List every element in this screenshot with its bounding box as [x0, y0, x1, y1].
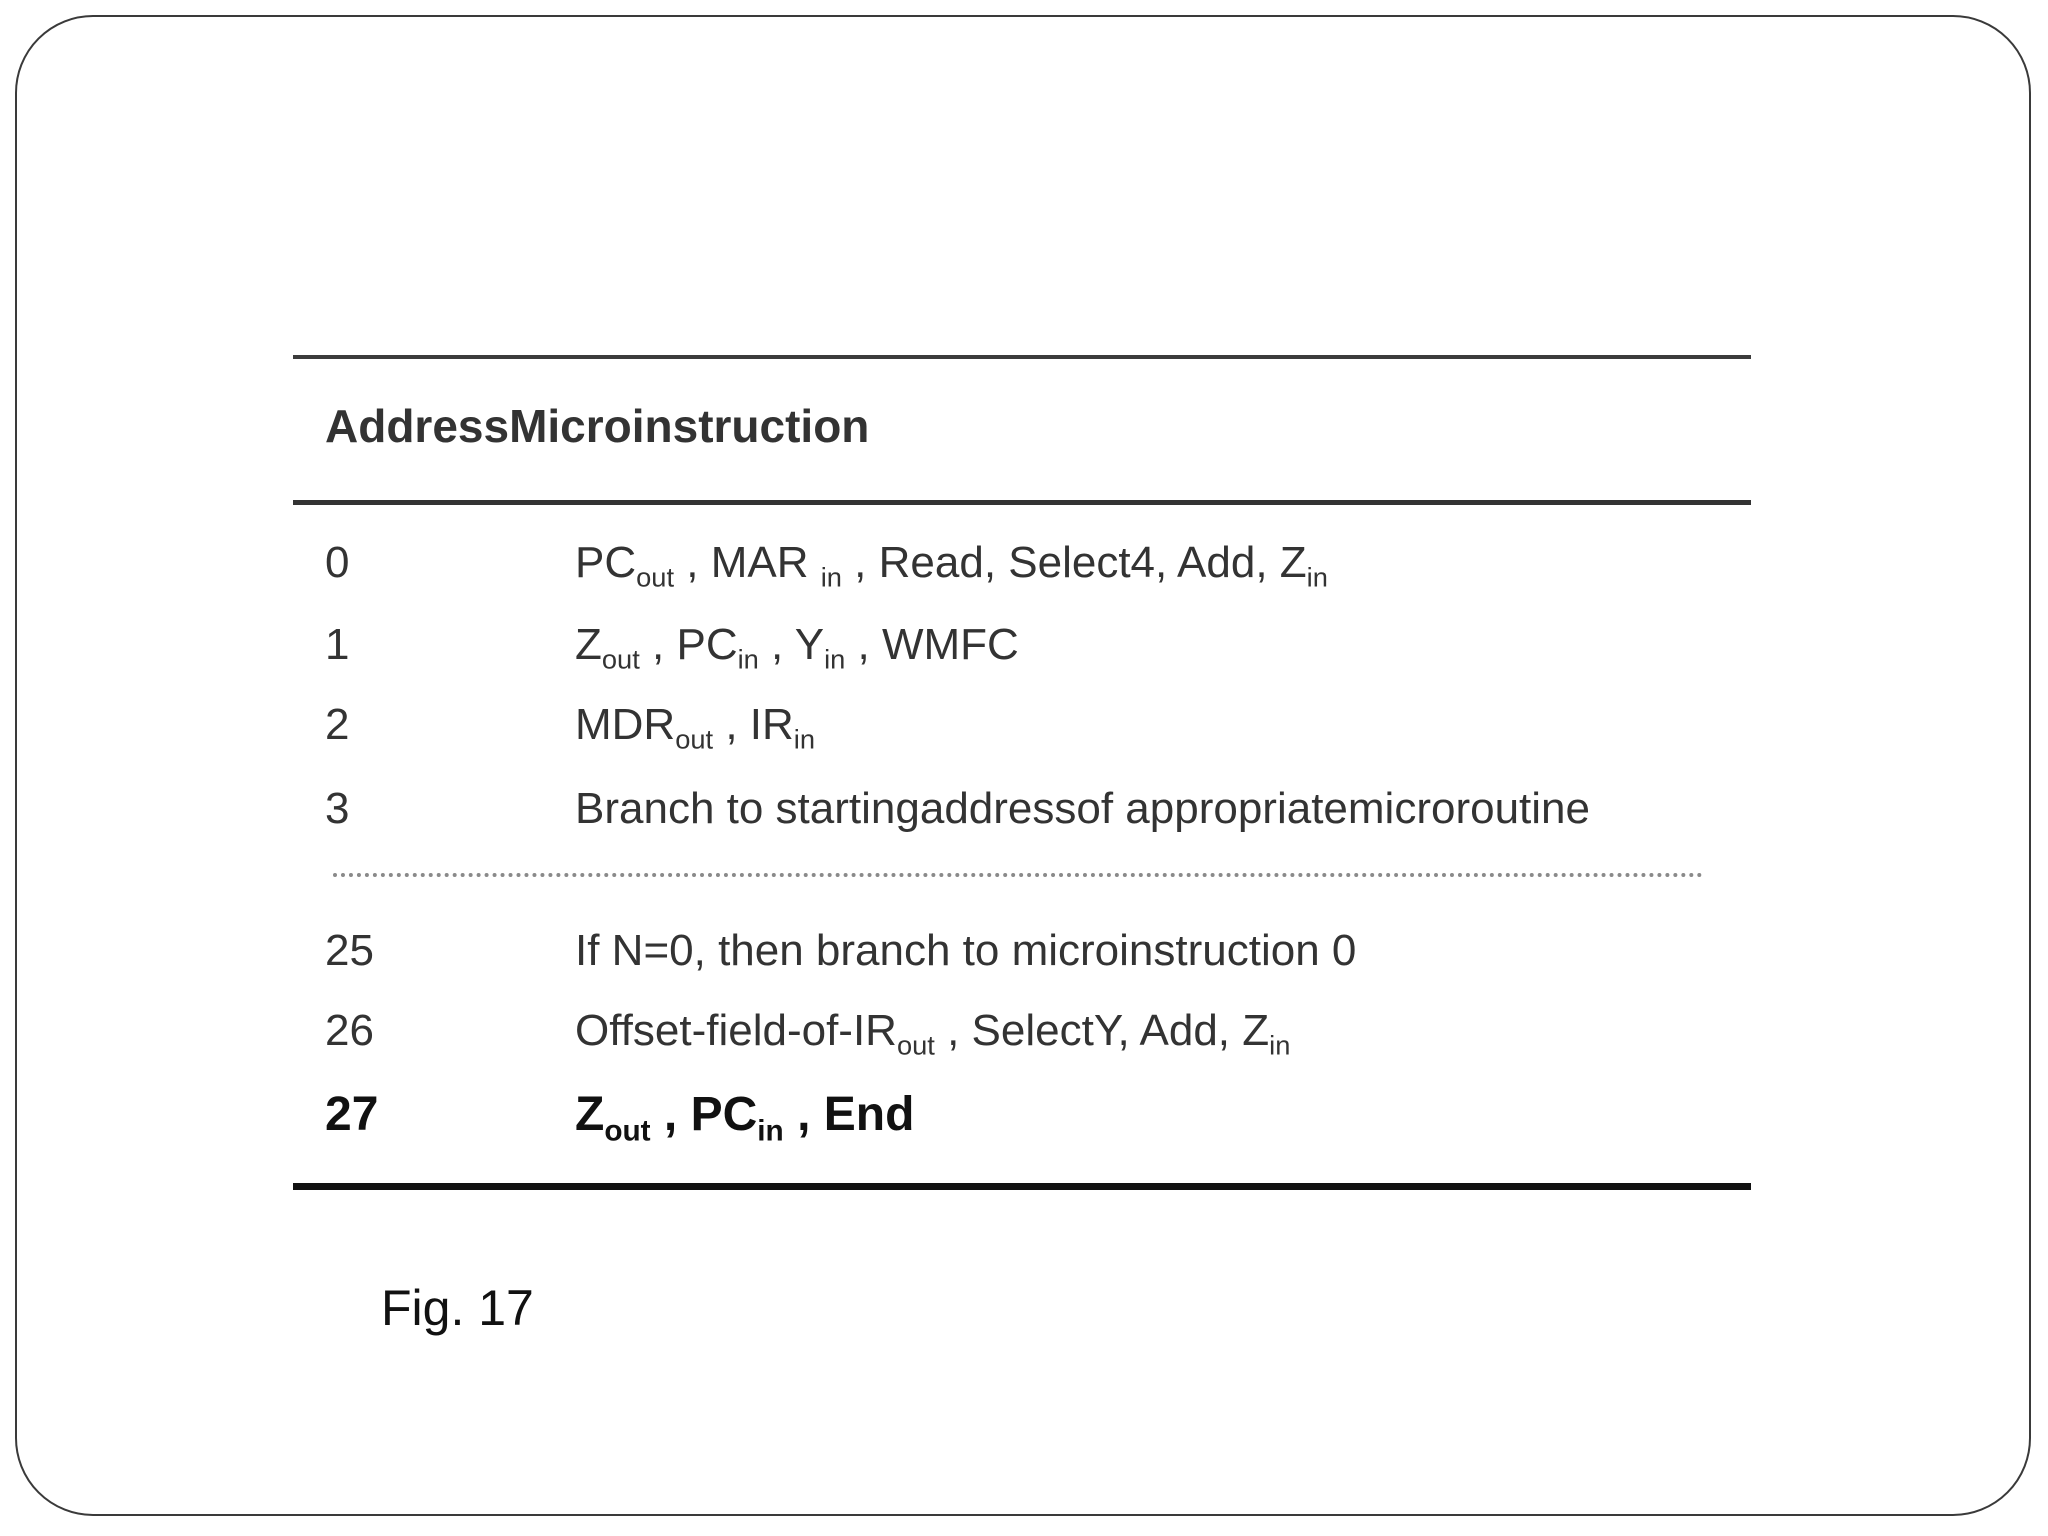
microinstruction-text: Branch to startingaddressof appropriatemicroroutine [575, 784, 1590, 833]
row-address: 2 [325, 700, 350, 749]
row-address: 25 [325, 926, 374, 975]
microinstruction-text: If N=0, then branch to microinstruction 0 [575, 926, 1357, 975]
microinstruction-text: , WMFC [845, 620, 1019, 669]
table-row [293, 695, 1751, 755]
signal-subscript: in [793, 723, 816, 755]
row-address: 3 [325, 784, 350, 833]
row-microinstruction [575, 695, 815, 755]
row-address: 0 [325, 538, 350, 587]
signal-subscript: out [636, 561, 675, 593]
microinstruction-text: , End [783, 1088, 915, 1141]
row-microinstruction [575, 615, 1019, 675]
microinstruction-text: , SelectY, Add, Z [934, 1006, 1270, 1055]
signal-subscript: in [1306, 561, 1328, 593]
signal-subscript: out [601, 643, 640, 675]
signal-subscript: out [896, 1029, 935, 1061]
figure-caption: Fig. 17 [381, 1280, 534, 1336]
row-microinstruction [575, 1085, 915, 1148]
table-bottom-rule [293, 1183, 1751, 1190]
microinstruction-text: , PC [639, 620, 738, 669]
microinstruction-text: , PC [650, 1088, 758, 1141]
signal-subscript: out [675, 723, 714, 755]
table-row [293, 533, 1751, 593]
microinstruction-text: Z [575, 1088, 605, 1141]
signal-subscript: in [757, 1114, 784, 1148]
signal-subscript: in [737, 643, 759, 675]
row-address: 26 [325, 1006, 374, 1055]
microinstruction-text: , MAR [674, 538, 821, 587]
table-row [293, 615, 1751, 675]
signal-subscript: in [1269, 1029, 1291, 1061]
row-address: 1 [325, 620, 350, 669]
row-microinstruction [575, 533, 1328, 593]
microinstruction-text: Z [575, 620, 602, 669]
table-row [293, 1001, 1751, 1061]
table-row-highlighted [293, 1085, 1751, 1148]
slide-frame [15, 15, 2031, 1516]
table-top-rule [293, 355, 1751, 359]
row-microinstruction [575, 921, 1356, 981]
microinstruction-text: Offset-field-of-IR [575, 1006, 897, 1055]
signal-subscript: in [820, 561, 842, 593]
row-microinstruction [575, 1001, 1290, 1061]
table-row [293, 779, 1751, 839]
table-header-rule [293, 500, 1751, 505]
microinstruction-text: , Y [758, 620, 825, 669]
table-row [293, 921, 1751, 981]
microinstruction-text: PC [575, 538, 637, 587]
signal-subscript: in [824, 643, 846, 675]
row-address: 27 [325, 1088, 379, 1141]
microinstruction-text: , Read, Select4, Add, Z [841, 538, 1307, 587]
signal-subscript: out [604, 1114, 651, 1148]
row-microinstruction [575, 779, 1590, 839]
ellipsis-divider [333, 873, 1703, 877]
table-header: AddressMicroinstruction [325, 400, 870, 452]
microinstruction-text: , IR [713, 700, 794, 749]
microinstruction-text: MDR [575, 700, 676, 749]
